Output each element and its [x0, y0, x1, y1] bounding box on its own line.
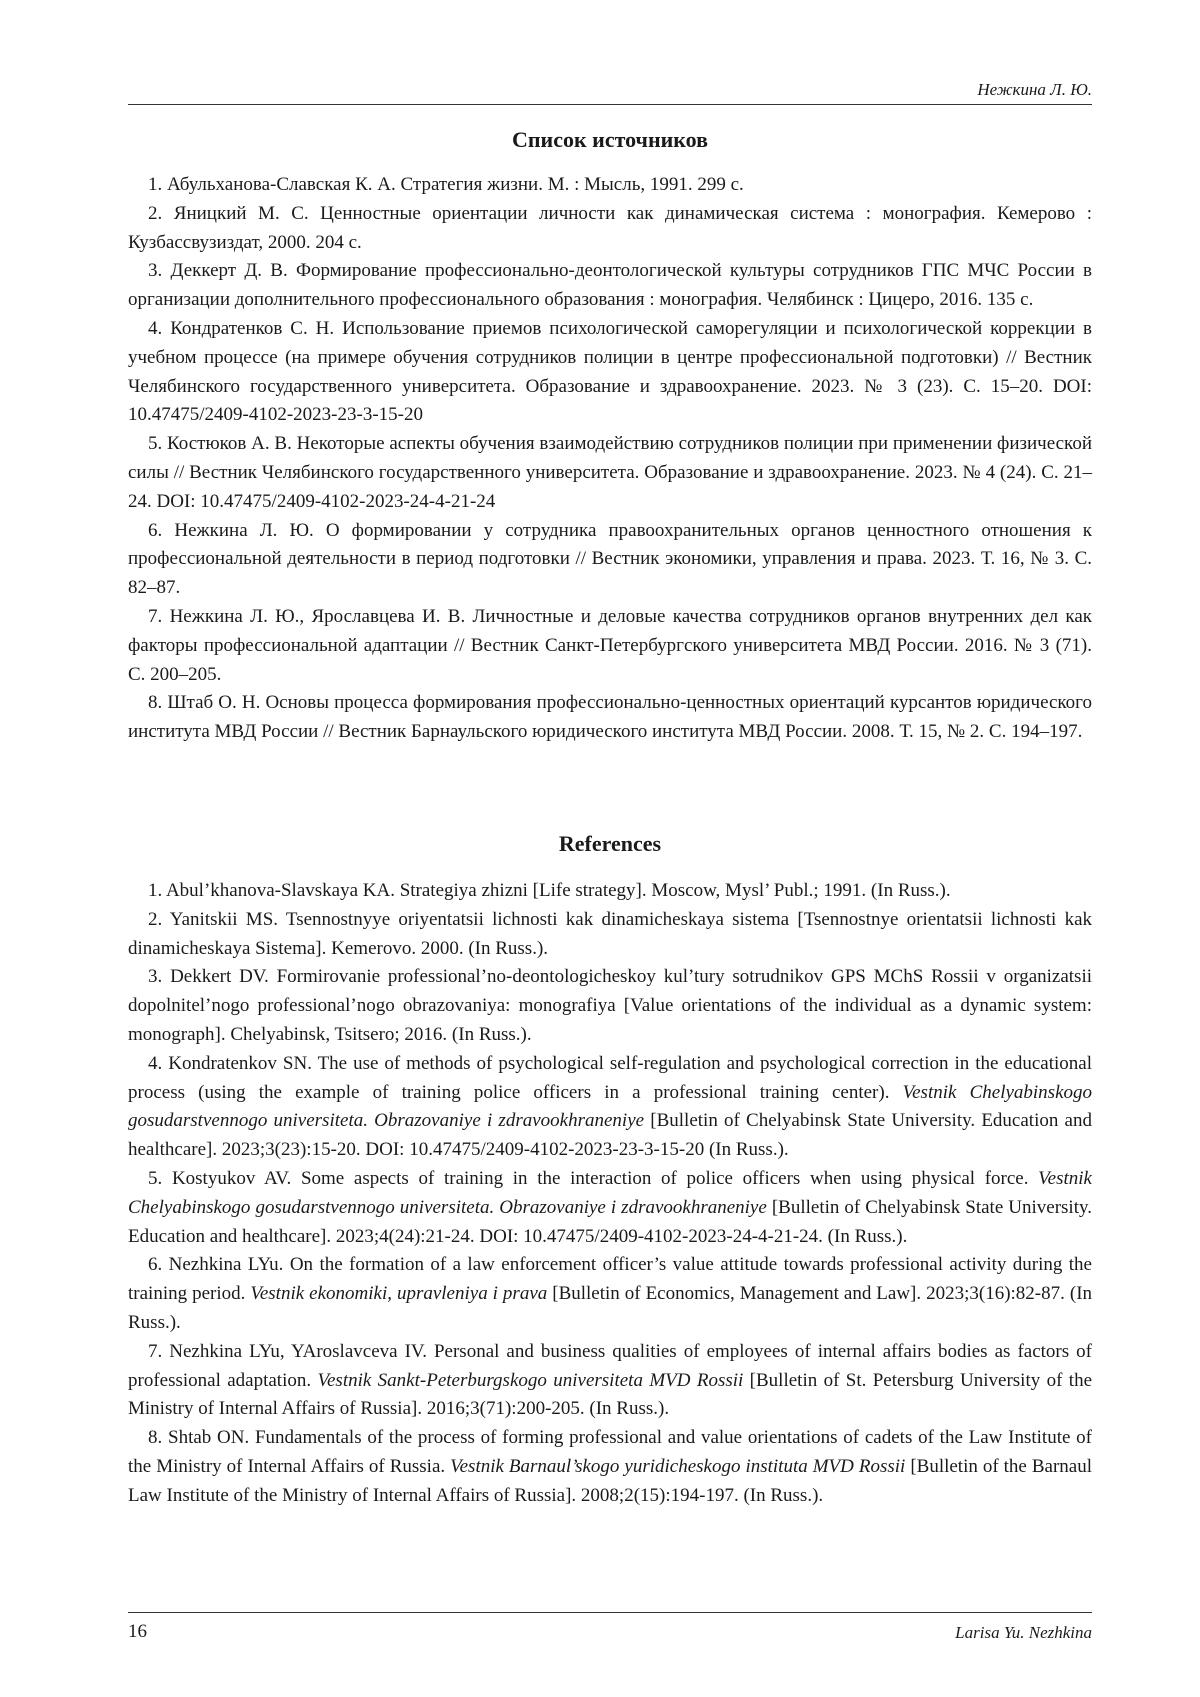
ref-number: 1. [148, 174, 163, 195]
en-reference-item [128, 1165, 1092, 1251]
ref-number: 6. [148, 519, 163, 541]
ref-text: Костюков А. В. Некоторые аспекты обучения взаимодействию сотрудников полиции при применении физической силы // Вестник Челябинского государственного университета. Образование и здравоохранение. 2023. № 4 (24). С. 21–24. DOI: 10.47475/2409-4102-2023-24-4-21-24 [128, 433, 1092, 512]
ref-journal: Vestnik Barnaul’skogo yuridicheskogo instituta MVD Rossii [450, 1455, 906, 1477]
ref-text: Nezhkina LYu. On the formation of a law enforcement officer’s value attitude towards professional activity during the training period. [128, 1254, 1092, 1305]
ref-text: Shtab ON. Fundamentals of the process of forming professional and value orientations of cadets of the Law Institute of the Ministry of Internal Affairs of Russia. [128, 1427, 1093, 1477]
en-reference-item [128, 906, 1092, 964]
ref-number: 1. [148, 880, 163, 901]
ref-text: Dekkert DV. Formirovanie professional’no-deontologicheskoy kul’tury sotrudnikov GPS MChS Rossii v organizatsii dopolnitel’nogo professional’nogo obrazovaniya: monografiya [Value orientations of the individual as a dynamic system: monograph]. Chelyabinsk, Tsitsero; 2016. (In Russ.). [128, 966, 1093, 1045]
ref-number: 5. [148, 1167, 163, 1189]
ref-number: 3. [148, 966, 163, 988]
ref-text: Kostyukov AV. Some aspects of training in the interaction of police officers when using physical force. [171, 1167, 1029, 1189]
en-reference-item [128, 1251, 1092, 1337]
ru-reference-item [128, 430, 1092, 516]
ref-journal: Vestnik Sankt-Peterburgskogo universiteta MVD Rossii [317, 1369, 744, 1391]
header-rule [128, 104, 1092, 105]
ref-journal: Vestnik Chelyabinskogo gosudarstvennogo universiteta. Obrazovaniye i zdravookhraneniye [128, 1167, 1092, 1218]
en-reference-item [128, 1050, 1092, 1165]
en-reference-list [128, 877, 1092, 1511]
ref-number: 8. [148, 1427, 163, 1449]
ref-details: [Bulletin of Chelyabinsk State University. Education and healthcare]. 2023;4(24):21-24. DOI: 10.47475/2409-4102-2023-24-4-21-24. (In Russ.). [128, 1196, 1093, 1247]
ref-number: 4. [148, 1052, 163, 1074]
running-head: Нежкина Л. Ю. [977, 80, 1092, 99]
ref-journal: Vestnik ekonomiki, upravleniya i prava [250, 1283, 548, 1305]
ref-text: Нежкина Л. Ю., Ярославцева И. В. Личностные и деловые качества сотрудников органов внутренних дел как факторы профессиональной адаптации // Вестник Санкт-Петербургского университета МВД России. 2016. № 3 (71). С. 200–205. [128, 605, 1093, 685]
ref-details: [Bulletin of Chelyabinsk State University. Education and healthcare]. 2023;3(23):15-20. DOI: 10.47475/2409-4102-2023-23-3-15-20 (In Russ.). [128, 1110, 1092, 1161]
ru-reference-item [128, 315, 1092, 430]
ref-number: 7. [148, 605, 163, 627]
ref-details: [Bulletin of St. Petersburg University of the Ministry of Internal Affairs of Russia]. 2016;3(71):200-205. (In Russ.). [128, 1369, 1093, 1420]
ref-number: 6. [148, 1254, 163, 1276]
ref-number: 8. [148, 692, 163, 714]
ru-reference-item [128, 603, 1092, 689]
ref-number: 3. [148, 260, 163, 282]
ref-text: Кондратенков С. Н. Использование приемов психологической саморегуляции и психологической коррекции в учебном процессе (на примере обучения сотрудников полиции в центре профессиональной подготовки) // Вестник Челябинского государственного университета. Образование и здравоохранение. 2023. № 3 (23). С. 15–20. DOI: 10.47475/2409-4102-2023-23-3-15-20 [128, 317, 1093, 426]
ref-text: Штаб О. Н. Основы процесса формирования профессионально-ценностных ориентаций курсантов юридического института МВД России // Вестник Барнаульского юридического института МВД России. 2008. Т. 15, № 2. С. 194–197. [128, 692, 1093, 743]
ref-text: Nezhkina LYu, YAroslavceva IV. Personal and business qualities of employees of internal affairs bodies as factors of professional adaptation. [128, 1340, 1092, 1391]
ref-text: Нежкина Л. Ю. О формировании у сотрудника правоохранительных органов ценностного отношения к профессиональной деятельности в период подготовки // Вестник экономики, управления и права. 2023. Т. 16, № 3. С. 82–87. [128, 519, 1093, 599]
en-reference-item [128, 877, 1092, 906]
ref-text: Абульханова-Славская К. А. Стратегия жизни. М. : Мысль, 1991. 299 с. [167, 174, 744, 195]
ru-reference-item [128, 200, 1092, 258]
footer-rule [128, 1612, 1092, 1613]
ru-reference-item [128, 257, 1092, 315]
ref-number: 2. [148, 202, 163, 224]
ref-details: [Bulletin of the Barnaul Law Institute of the Ministry of Internal Affairs of Russia]. 2008;2(15):194-197. (In Russ.). [128, 1455, 1092, 1506]
en-references-title: References [558, 831, 662, 856]
footer-author: Larisa Yu. Nezhkina [955, 1623, 1092, 1642]
ru-reference-item [128, 517, 1092, 603]
ru-reference-item [128, 171, 1092, 200]
ref-text: Яницкий М. С. Ценностные ориентации личности как динамическая система : монография. Кемерово : Кузбассвузиздат, 2000. 204 с. [128, 202, 1092, 253]
ref-journal: Vestnik Chelyabinskogo gosudarstvennogo universiteta. Obrazovaniye i zdravookhraneniye [128, 1081, 1093, 1132]
en-reference-item [128, 1424, 1092, 1510]
ru-references-title: Список источников [511, 127, 709, 152]
en-reference-item [128, 1338, 1092, 1424]
ref-number: 4. [148, 317, 163, 339]
ref-text: Abul’khanova-Slavskaya KA. Strategiya zhizni [Life strategy]. Moscow, Mysl’ Publ.; 1991. (In Russ.). [165, 880, 951, 901]
ref-text: Деккерт Д. В. Формирование профессионально-деонтологической культуры сотрудников ГПС МЧС России в организации дополнительного профессионального образования : монография. Челябинск : Цицеро, 2016. 135 с. [128, 260, 1093, 311]
ru-reference-list [128, 171, 1092, 747]
ref-number: 5. [148, 433, 163, 455]
en-reference-item [128, 963, 1092, 1049]
ref-text: Yanitskii MS. Tsennostnyye oriyentatsii lichnosti kak dinamicheskaya sistema [Tsennostnye orientatsii lichnosti kak dinamicheskaya Sistema]. Kemerovo. 2000. (In Russ.). [128, 908, 1093, 959]
ref-number: 2. [148, 908, 163, 930]
ref-number: 7. [148, 1340, 163, 1362]
ref-text: Kondratenkov SN. The use of methods of psychological self-regulation and psychological correction in the educational process (using the example of training police officers in a professional training center). [128, 1052, 1093, 1103]
page-number: 16 [128, 1621, 147, 1642]
ru-reference-item [128, 689, 1092, 747]
ref-details: [Bulletin of Economics, Management and Law]. 2023;3(16):82-87. (In Russ.). [128, 1283, 1093, 1333]
